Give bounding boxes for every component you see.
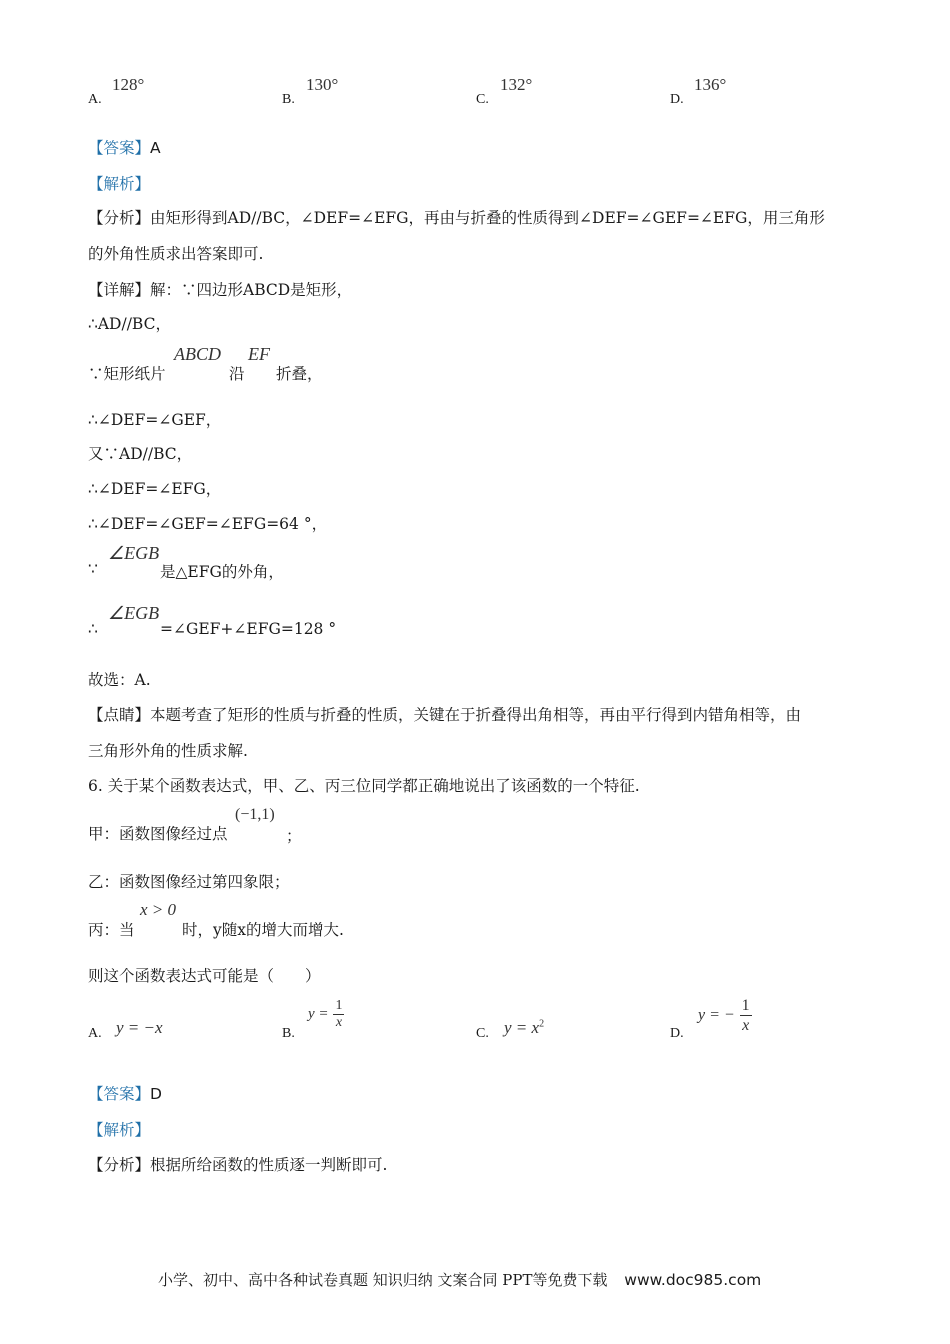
line-def-efg: ∴∠DEF=∠EFG， xyxy=(88,480,222,498)
dianjing-tag: 【点睛】 xyxy=(88,706,151,724)
q6-question: 则这个函数表达式可能是（ ） xyxy=(88,967,321,985)
bing-prefix: 丙：当 xyxy=(88,921,135,939)
fold-abcd: ABCD xyxy=(174,344,221,364)
fold-mid: 沿 xyxy=(229,365,245,383)
q6-fenxi-tag: 【分析】 xyxy=(88,1156,151,1174)
sum-angle: ∠EGB xyxy=(108,603,160,623)
fold-line-prefix: ∵矩形纸片 xyxy=(88,365,166,383)
line-again-parallel: 又∵AD//BC， xyxy=(88,445,193,463)
ext-angle: ∠EGB xyxy=(108,543,160,563)
option-b-letter: B. xyxy=(282,92,295,107)
bing-condition: x > 0 xyxy=(140,900,177,919)
fenxi-line2: 的外角性质求出答案即可. xyxy=(88,245,264,263)
q6-option-a: y = −x xyxy=(116,1018,163,1037)
q6-option-d-numerator: 1 xyxy=(741,997,750,1014)
option-b-value: 130° xyxy=(306,75,339,94)
therefore-ad-bc: ∴AD//BC， xyxy=(88,315,171,333)
q6-fenxi-line xyxy=(88,1153,387,1175)
bing-suffix: 时，y随x的增大而增大. xyxy=(182,921,344,939)
q6-option-b xyxy=(308,998,344,1031)
q6-option-a-letter: A. xyxy=(88,1026,102,1041)
detail-tag: 【详解】 xyxy=(88,281,151,299)
footer-url[interactable]: www.doc985.com xyxy=(624,1271,762,1289)
q6-answer-value: D xyxy=(150,1085,162,1103)
q6-option-c-base: y = x xyxy=(504,1018,540,1037)
option-c-value: 132° xyxy=(500,75,533,94)
footer xyxy=(158,1269,761,1290)
q6-option-d-lhs: y = − xyxy=(698,1006,735,1024)
q6-option-d-letter: D. xyxy=(670,1026,684,1041)
jia-point: (−1,1) xyxy=(235,806,275,823)
fenxi-tag: 【分析】 xyxy=(88,209,151,227)
answer-value: A xyxy=(150,139,161,157)
ext-suffix: 是△EFG的外角， xyxy=(160,563,284,581)
q6-option-c xyxy=(504,1018,544,1038)
q6-option-b-numerator: 1 xyxy=(335,998,343,1013)
q6-answer-tag: 【答案】 xyxy=(88,1085,151,1103)
choose-line: 故选：A. xyxy=(88,671,151,689)
fold-suffix: 折叠， xyxy=(276,365,323,383)
dianjing-line2: 三角形外角的性质求解. xyxy=(88,742,248,760)
line-def-gef: ∴∠DEF=∠GEF， xyxy=(88,411,222,429)
option-d-value: 136° xyxy=(694,75,727,94)
q6-option-d-fraction xyxy=(740,996,752,1035)
option-a-letter: A. xyxy=(88,92,102,107)
fenxi-line1 xyxy=(88,206,825,228)
q6-stem: 6. 关于某个函数表达式，甲、乙、丙三位同学都正确地说出了该函数的一个特征. xyxy=(88,777,640,795)
q6-fenxi-text: 根据所给函数的性质逐一判断即可. xyxy=(150,1156,388,1174)
jia-suffix: ； xyxy=(286,827,302,845)
option-a-value: 128° xyxy=(112,75,145,94)
detail-line1 xyxy=(88,278,352,300)
q6-answer-line xyxy=(88,1082,162,1104)
dianjing-text1: 本题考查了矩形的性质与折叠的性质，关键在于折叠得出角相等，再由平行得到内错角相等，由 xyxy=(150,706,802,724)
analysis-tag: 【解析】 xyxy=(88,175,151,193)
yi-line: 乙：函数图像经过第四象限； xyxy=(88,873,290,891)
line-angle-64: ∴∠DEF=∠GEF=∠EFG=64 °， xyxy=(88,515,328,533)
q6-option-d xyxy=(698,996,752,1035)
fenxi-text1: 由矩形得到AD//BC，∠DEF=∠EFG，再由与折叠的性质得到∠DEF=∠GEF=∠EFG，用三角形 xyxy=(150,209,825,227)
sum-prefix: ∴ xyxy=(88,620,98,638)
option-c-letter: C. xyxy=(476,92,489,107)
answer-line xyxy=(88,136,161,158)
answer-tag: 【答案】 xyxy=(88,139,151,157)
jia-prefix: 甲：函数图像经过点 xyxy=(88,825,228,843)
fold-ef: EF xyxy=(248,344,270,364)
q6-analysis-tag: 【解析】 xyxy=(88,1121,151,1139)
q6-option-b-fraction xyxy=(333,998,344,1031)
footer-text: 小学、初中、高中各种试卷真题 知识归纳 文案合同 PPT等免费下载 xyxy=(158,1271,608,1289)
sum-suffix: =∠GEF+∠EFG=128 ° xyxy=(160,620,337,638)
q6-option-b-denominator: x xyxy=(335,1015,343,1030)
detail-text1: 解：∵四边形ABCD是矩形， xyxy=(150,281,353,299)
q6-option-d-denominator: x xyxy=(742,1017,750,1034)
ext-prefix: ∵ xyxy=(88,560,98,578)
q6-option-b-lhs: y = xyxy=(308,1006,329,1022)
dianjing-line1 xyxy=(88,703,801,725)
q6-option-c-letter: C. xyxy=(476,1026,489,1041)
q6-option-b-letter: B. xyxy=(282,1026,295,1041)
option-d-letter: D. xyxy=(670,92,684,107)
q6-option-c-exp: 2 xyxy=(539,1018,545,1030)
